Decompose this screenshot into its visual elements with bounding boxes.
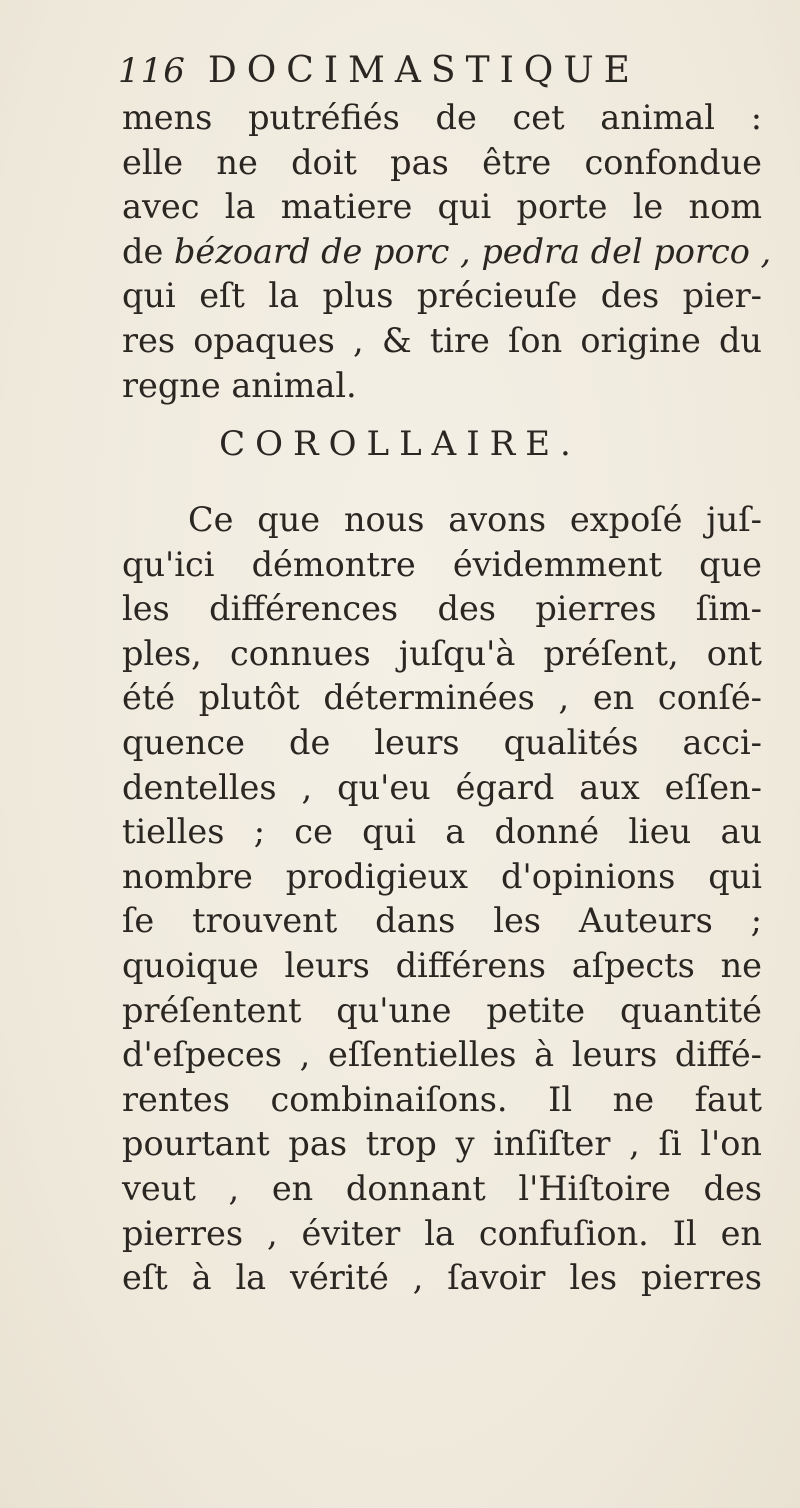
italic-term: bézoard de porc , pedra del porco , <box>173 231 772 271</box>
text-line: pourtant pas trop y inſiſter , ſi l'on <box>122 1124 762 1164</box>
paragraph-2 <box>122 498 762 1301</box>
text-fragment: de <box>122 231 164 271</box>
text-line: tielles ; ce qui a donné lieu au <box>122 812 762 852</box>
text-line: avec la matiere qui porte le nom <box>122 187 762 227</box>
text-line: regne animal. <box>122 365 357 405</box>
text-line: pierres , éviter la confuſion. Il en <box>122 1213 762 1253</box>
text-line: eſt à la vérité , ſavoir les pierres <box>122 1258 762 1298</box>
section-title: COROLLAIRE. <box>219 424 581 464</box>
paragraph-1 <box>122 96 772 408</box>
running-head: DOCIMASTIQUE <box>207 50 640 91</box>
text-line: mens putréfiés de cet animal : <box>122 98 762 137</box>
text-line: elle ne doit pas être confondue <box>122 142 762 182</box>
text-line: qui eſt la plus précieuſe des pier- <box>122 276 762 316</box>
text-line-with-italic <box>122 230 772 275</box>
text-line: nombre prodigieux d'opinions qui <box>122 856 762 896</box>
text-line: quence de leurs qualités acci- <box>122 722 762 762</box>
page-header <box>118 50 640 98</box>
text-line: dentelles , qu'eu égard aux eſſen- <box>122 767 762 807</box>
text-line: d'eſpeces , eſſentielles à leurs diffé- <box>122 1035 762 1075</box>
text-line: res opaques , & tire ſon origine du <box>122 320 762 360</box>
text-line: préſentent qu'une petite quantité <box>122 990 762 1030</box>
text-line: ſe trouvent dans les Auteurs ; <box>122 901 762 941</box>
text-line: qu'ici démontre évidemment que <box>122 544 762 584</box>
text-line: ples, connues juſqu'à préſent, ont <box>122 633 762 673</box>
text-line: Ce que nous avons expoſé juſ- <box>188 500 762 539</box>
text-line: rentes combinaiſons. Il ne faut <box>122 1079 762 1119</box>
page-number: 116 <box>118 51 186 91</box>
text-line: les différences des pierres ſim- <box>122 589 762 629</box>
text-line: quoique leurs différens aſpects ne <box>122 945 762 985</box>
text-line: été plutôt déterminées , en conſé- <box>122 678 762 718</box>
text-line: veut , en donnant l'Hiſtoire des <box>122 1168 762 1208</box>
